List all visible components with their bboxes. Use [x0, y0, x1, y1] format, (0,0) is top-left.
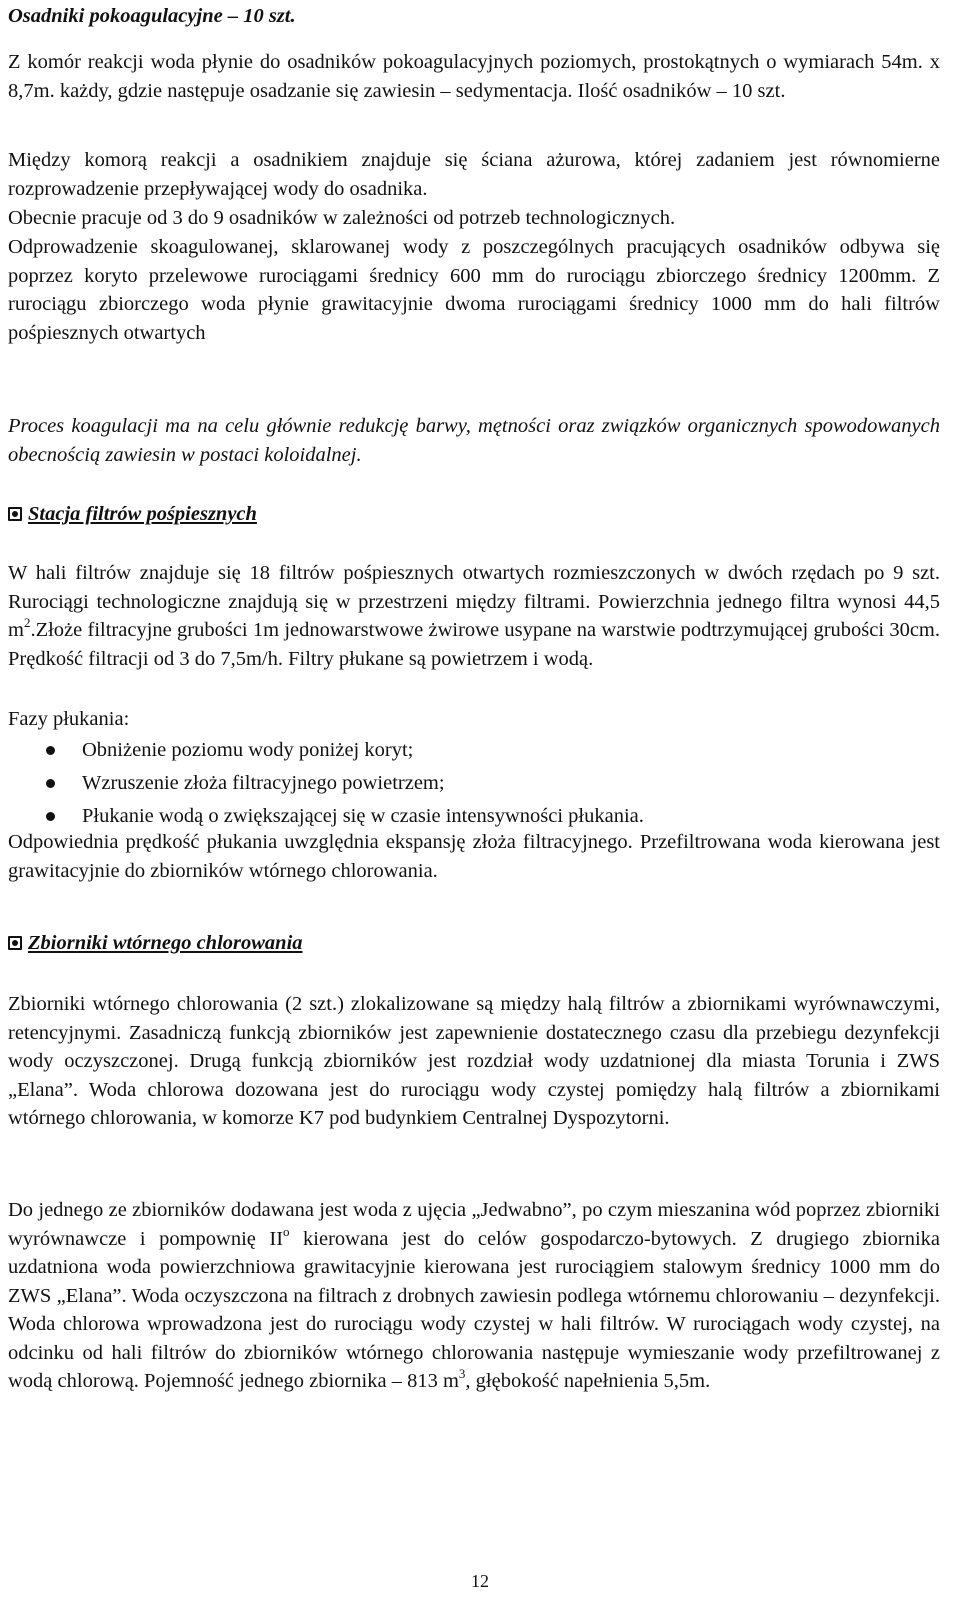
paragraph-hala-filtrow: W hali filtrów znajduje się 18 filtrów pośpiesznych otwartych rozmieszczonych w dwóch rzędach po 9 szt. Rurociągi technologiczne znajdują się w przestrzeni między filtrami. Powierzchnia jednego filtra wynosi 44,5 $m^2.Złoże$ filtracyjne grubości 1m jednowarstwowe żwirowe usypane na warstwie podtrzymującej grubości 30cm. Prędkość filtracji od 3 do 7,5m/h. Filtry płukane są powietrzem i wodą.	[8, 562, 940, 670]
section-heading-osadniki: Osadniki pokoagulacyjne – 10 szt.	[8, 5, 296, 27]
paragraph-zbiorniki-intro: Zbiorniki wtórnego chlorowania (2 szt.) zlokalizowane są między halą filtrów a zbiornikami wyrównawczymi, retencyjnymi. Zasadniczą funkcją zbiorników jest zapewnienie dostatecznego czasu dla przebiegu dezynfekcji wody oczyszczonej. Drugą funkcją zbiorników jest rozdział wody uzdatnionej dla miasta Torunia i ZWS „Elana”. Woda chlorowa dozowana jest do rurociągu wody czystej pomiędzy halą filtrów a zbiornikami wtórnego chlorowania, w komorze K7 pod budynkiem Centralnej Dyspozytorni.	[8, 993, 940, 1129]
bullet-icon	[46, 779, 55, 788]
section-heading-zbiorniki	[8, 929, 303, 957]
bullet-icon	[46, 812, 55, 821]
section-marker-icon	[8, 507, 22, 521]
phases-list	[8, 734, 940, 833]
paragraph-proces-koagulacji: Proces koagulacji ma na celu głównie redukcję barwy, mętności oraz związków organicznych spowodowanych obecnością zawiesin w postaci koloidalnej.	[8, 415, 940, 466]
list-item: Płukanie wodą o zwiększającej się w czasie intensywności płukania.	[8, 800, 940, 833]
section-marker-icon	[8, 936, 22, 950]
section-heading-filtry-text: Stacja filtrów pośpiesznych	[28, 503, 257, 525]
paragraph-osadniki-praca: Obecnie pracuje od 3 do 9 osadników w zależności od potrzeb technologicznych.	[8, 207, 676, 229]
paragraph-jedwabno: Do jednego ze zbiorników dodawana jest woda z ujęcia „Jedwabno”, po czym mieszanina wód poprzez zbiorniki wyrównawcze i pompownię $II^o$ kierowana jest do celów gospodarczo-bytowych. Z drugiego zbiornika uzdatniona woda powierzchniowa grawitacyjnie kierowana jest rurociągiem stalowym średnicy 1000 mm do ZWS „Elana”. Woda oczyszczona na filtrach z drobnych zawiesin podlega wtórnemu chlorowaniu – dezynfekcji. Woda chlorowa wprowadzona jest do rurociągu wody czystej w hali filtrów. W rurociągach wody czystej, na odcinku od hali filtrów do zbiorników wtórnego chlorowania następuje wymieszanie wody przefiltrowanej z wodą chlorową. Pojemność jednego zbiornika – 813 $m^3$, głębokość napełnienia 5,5m.	[8, 1199, 941, 1392]
list-item: Obniżenie poziomu wody poniżej koryt;	[8, 734, 940, 767]
bullet-icon	[46, 746, 55, 755]
paragraph-odprowadzenie: Odprowadzenie skoagulowanej, sklarowanej wody z poszczególnych pracujących osadników odbywa się poprzez koryto przelewowe rurociągami średnicy 600 mm do rurociągu zbiorczego średnicy 1200mm. Z rurociągu zbiorczego woda płynie grawitacyjnie dwoma rurociągami średnicy 1000 mm do hali filtrów pośpiesznych otwartych	[8, 236, 940, 344]
paragraph-sciana-azurowa: Między komorą reakcji a osadnikiem znajduje się ściana ażurowa, której zadaniem jest równomierne rozprowadzenie przepływającej wody do osadnika.	[8, 149, 940, 200]
page-number: 12	[471, 1571, 489, 1591]
list-item: Wzruszenie złoża filtracyjnego powietrzem;	[8, 767, 940, 800]
paragraph-osadniki-intro: Z komór reakcji woda płynie do osadników pokoagulacyjnych poziomych, prostokątnych o wymiarach 54m. x 8,7m. każdy, gdzie następuje osadzanie się zawiesin – sedymentacja. Ilość osadników – 10 szt.	[8, 51, 940, 102]
paragraph-predkosc-plukania: Odpowiednia prędkość płukania uwzględnia ekspansję złoża filtracyjnego. Przefiltrowana woda kierowana jest grawitacyjnie do zbiorników wtórnego chlorowania.	[8, 831, 940, 882]
phases-label: Fazy płukania:	[8, 708, 130, 730]
section-heading-filtry	[8, 500, 257, 528]
section-heading-zbiorniki-text: Zbiorniki wtórnego chlorowania	[28, 932, 303, 954]
